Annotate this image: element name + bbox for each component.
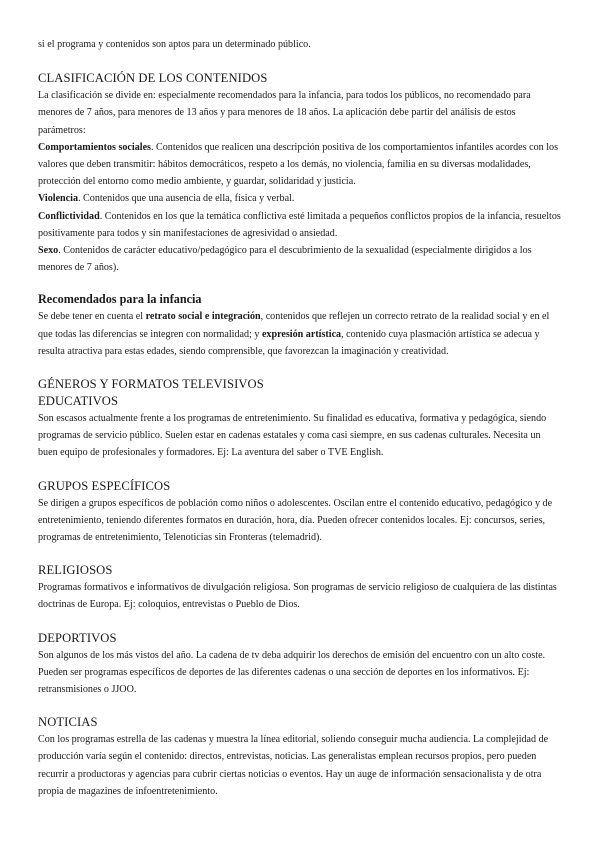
term-conflictividad: Conflictividad: [38, 210, 100, 222]
text-sexo: . Contenidos de carácter educativo/pedagógico para el descubrimiento de la sexualidad (especialmente dirigidos a los menores de 7 años).: [38, 245, 532, 274]
text-comportamientos: . Contenidos que realicen una descripción positiva de los comportamientos infantiles acordes con los valores que deben transmitir: hábitos democráticos, respeto a los demás, no violencia, familia en su diversas modalidades, protección del entorno como medio ambiente, y guardar, solidaridad y justicia.: [38, 141, 558, 188]
heading-clasificacion: CLASIFICACIÓN DE LOS CONTENIDOS: [38, 71, 268, 86]
text-conflictividad: . Contenidos en los que la temática conflictiva esté limitada a pequeños conflictos propios de la infancia, resueltos positivamente para todos y sin manifestaciones de agresividad o ansiedad.: [38, 210, 561, 239]
recomendados-part2: , contenidos que reflejen un correcto retrato de la realidad social y en el que todas las diferencias se integren con normalidad; y: [38, 311, 550, 340]
heading-religiosos: RELIGIOSOS: [38, 563, 113, 578]
heading-generos: GÉNEROS Y FORMATOS TELEVISIVOS: [38, 377, 264, 392]
intro-line: si el programa y contenidos son aptos para un determinado público.: [38, 39, 311, 50]
recomendados-paragraph: [38, 308, 562, 360]
heading-recomendados: Recomendados para la infancia: [38, 292, 202, 307]
heading-deportivos: DEPORTIVOS: [38, 630, 117, 645]
deportivos-text: Son algunos de los más vistos del año. La cadena de tv deba adquirir los derechos de emisión del encuentro con un alto coste. Pueden ser programas específicos de deportes de las diferentes cadenas o una sección de deportes en los informativos. Ej: retransmisiones o JJOO.: [38, 649, 546, 696]
item-violencia: [38, 190, 562, 207]
text-violencia: . Contenidos que una ausencia de ella, física y verbal.: [78, 193, 295, 205]
item-sexo: [38, 242, 562, 276]
term-violencia: Violencia: [38, 193, 78, 205]
heading-educativos: EDUCATIVOS: [38, 394, 119, 409]
term-sexo: Sexo: [38, 245, 59, 257]
religiosos-text: Programas formativos e informativos de divulgación religiosa. Son programas de servicio religioso de cualquiera de las distintas doctrinas de Europa. Ej: coloquios, entrevistas o Pueblo de Dios.: [38, 582, 557, 611]
recomendados-bold1: retrato social e integración: [145, 311, 261, 323]
item-comportamientos: [38, 139, 562, 191]
heading-grupos-especificos: GRUPOS ESPECÍFICOS: [38, 478, 171, 493]
grupos-especificos-text: Se dirigen a grupos específicos de población como niños o adolescentes. Oscilan entre el contenido educativo, pedagógico y de entretenimiento, teniendo diferentes formatos en duración, hora, día. Pueden ofrecer contenidos locales. Ej: concursos, series, programas de entretenimiento, Telenoticias sin Fronteras (telemadrid).: [38, 497, 553, 544]
recomendados-part1: Se debe tener en cuenta el: [38, 311, 146, 323]
heading-noticias: NOTICIAS: [38, 715, 98, 730]
educativos-text: Son escasos actualmente frente a los programas de entretenimiento. Su finalidad es educativa, formativa y pedagógica, siendo programas de servicio público. Suelen estar en cadenas estatales y coma casi siempre, en sus cadenas culturales. Necesita un buen equipo de profesionales y formadores. Ej: La aventura del saber o TVE English.: [38, 413, 547, 459]
item-conflictividad: [38, 208, 562, 242]
term-comportamientos: Comportamientos sociales: [38, 141, 151, 153]
clasificacion-paragraph: La clasificación se divide en: especialmente recomendados para la infancia, para todos los públicos, no recomendado para menores de 7 años, para menores de 13 años y para menores de 18 años. La aplicación debe partir del análisis de estos parámetros:: [38, 90, 531, 136]
recomendados-part3: , contenido cuya plasmación artística se adecua y resulta atractiva para estas edades, siendo comprensible, que favorezcan la imaginación y creatividad.: [38, 328, 540, 357]
noticias-text: Con los programas estrella de las cadenas y muestra la línea editorial, soliendo conseguir mucha audiencia. La complejidad de producción varía según el contenido: directos, entrevistas, noticias. Las generalistas emplean recursos propios, pero pueden recurrir a productoras y agencias para cubrir ciertas noticias o eventos. Hay un auge de información sensacionalista y de otra propia de magazines de infoentretenimiento.: [38, 734, 549, 797]
recomendados-bold2: expresión artística: [261, 328, 342, 340]
